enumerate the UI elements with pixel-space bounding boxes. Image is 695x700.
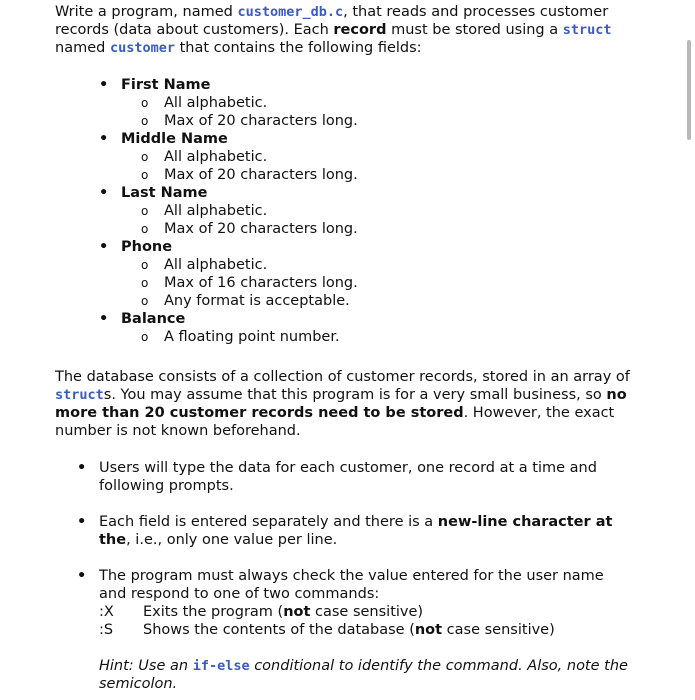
command-key: :X	[99, 604, 114, 620]
struct-code: struct	[55, 387, 104, 403]
field-item: • Last Name o All alphabetic. o Max of 20 characters long.	[55, 184, 630, 238]
circle-bullet-icon: o	[141, 150, 149, 164]
field-rule: o All alphabetic.	[141, 149, 268, 165]
bullet-icon: •	[99, 77, 109, 93]
circle-bullet-icon: o	[141, 258, 149, 272]
field-rule: o A floating point number.	[141, 329, 340, 345]
requirements-list	[55, 459, 630, 639]
circle-bullet-icon: o	[141, 114, 149, 128]
field-list	[55, 76, 630, 346]
field-rule: o Max of 16 characters long.	[141, 275, 358, 291]
bullet-icon: •	[99, 185, 109, 201]
struct-code: struct	[562, 22, 612, 38]
command-key: :S	[99, 622, 114, 638]
customer-code: customer	[109, 40, 175, 56]
field-rule: o All alphabetic.	[141, 257, 268, 273]
command-row: :X Exits the program (not case sensitive)	[99, 604, 424, 620]
requirement-item: • The program must always check the value entered for the user name and respond to one of two commands: :X Exits the program (not case sensitive) :S Shows the contents of the database (not case sensitive)	[55, 567, 630, 639]
hint-paragraph: Hint: Use an if-else conditional to identify the command. Also, note the semicolon.	[99, 658, 628, 692]
circle-bullet-icon: o	[141, 168, 149, 182]
scrollbar[interactable]	[687, 40, 691, 140]
field-rule: o Max of 20 characters long.	[141, 113, 358, 129]
field-item: • Phone o All alphabetic. o Max of 16 characters long. o Any format is acceptable.	[55, 238, 630, 310]
circle-bullet-icon: o	[141, 294, 149, 308]
if-else-code: if-else	[192, 658, 250, 674]
intro-paragraph: Write a program, named customer_db.c, that reads and processes customer records (data about customers). Each record must be stored using a struct named customer that contains the following fields:	[55, 4, 612, 56]
field-item: • Balance o A floating point number.	[55, 310, 630, 346]
circle-bullet-icon: o	[141, 222, 149, 236]
bullet-icon: •	[99, 239, 109, 255]
bullet-icon: •	[99, 131, 109, 147]
requirement-item: • Users will type the data for each customer, one record at a time and following prompts.	[77, 460, 597, 494]
field-rule: o All alphabetic.	[141, 203, 268, 219]
document-page	[55, 3, 630, 693]
filename-code: customer_db.c	[237, 4, 344, 20]
bullet-icon: •	[99, 311, 109, 327]
field-rule: o Max of 20 characters long.	[141, 167, 358, 183]
circle-bullet-icon: o	[141, 96, 149, 110]
circle-bullet-icon: o	[141, 330, 149, 344]
circle-bullet-icon: o	[141, 276, 149, 290]
field-rule: o Any format is acceptable.	[141, 293, 350, 309]
field-item: • Middle Name o All alphabetic. o Max of 20 characters long.	[55, 130, 630, 184]
field-rule: o Max of 20 characters long.	[141, 221, 358, 237]
database-paragraph: The database consists of a collection of customer records, stored in an array of structs. You may assume that this program is for a very small business, so no more than 20 customer records need to be stored. However, the exact number is not known beforehand.	[55, 369, 630, 439]
command-row: :S Shows the contents of the database (not case sensitive)	[99, 622, 555, 638]
bullet-icon: •	[77, 568, 87, 584]
field-item: • First Name o All alphabetic. o Max of 20 characters long.	[55, 76, 630, 130]
bullet-icon: •	[77, 514, 87, 530]
bullet-icon: •	[77, 460, 87, 476]
circle-bullet-icon: o	[141, 204, 149, 218]
requirement-item: • Each field is entered separately and there is a new-line character at the, i.e., only one value per line.	[77, 514, 613, 548]
field-rule: o All alphabetic.	[141, 95, 268, 111]
